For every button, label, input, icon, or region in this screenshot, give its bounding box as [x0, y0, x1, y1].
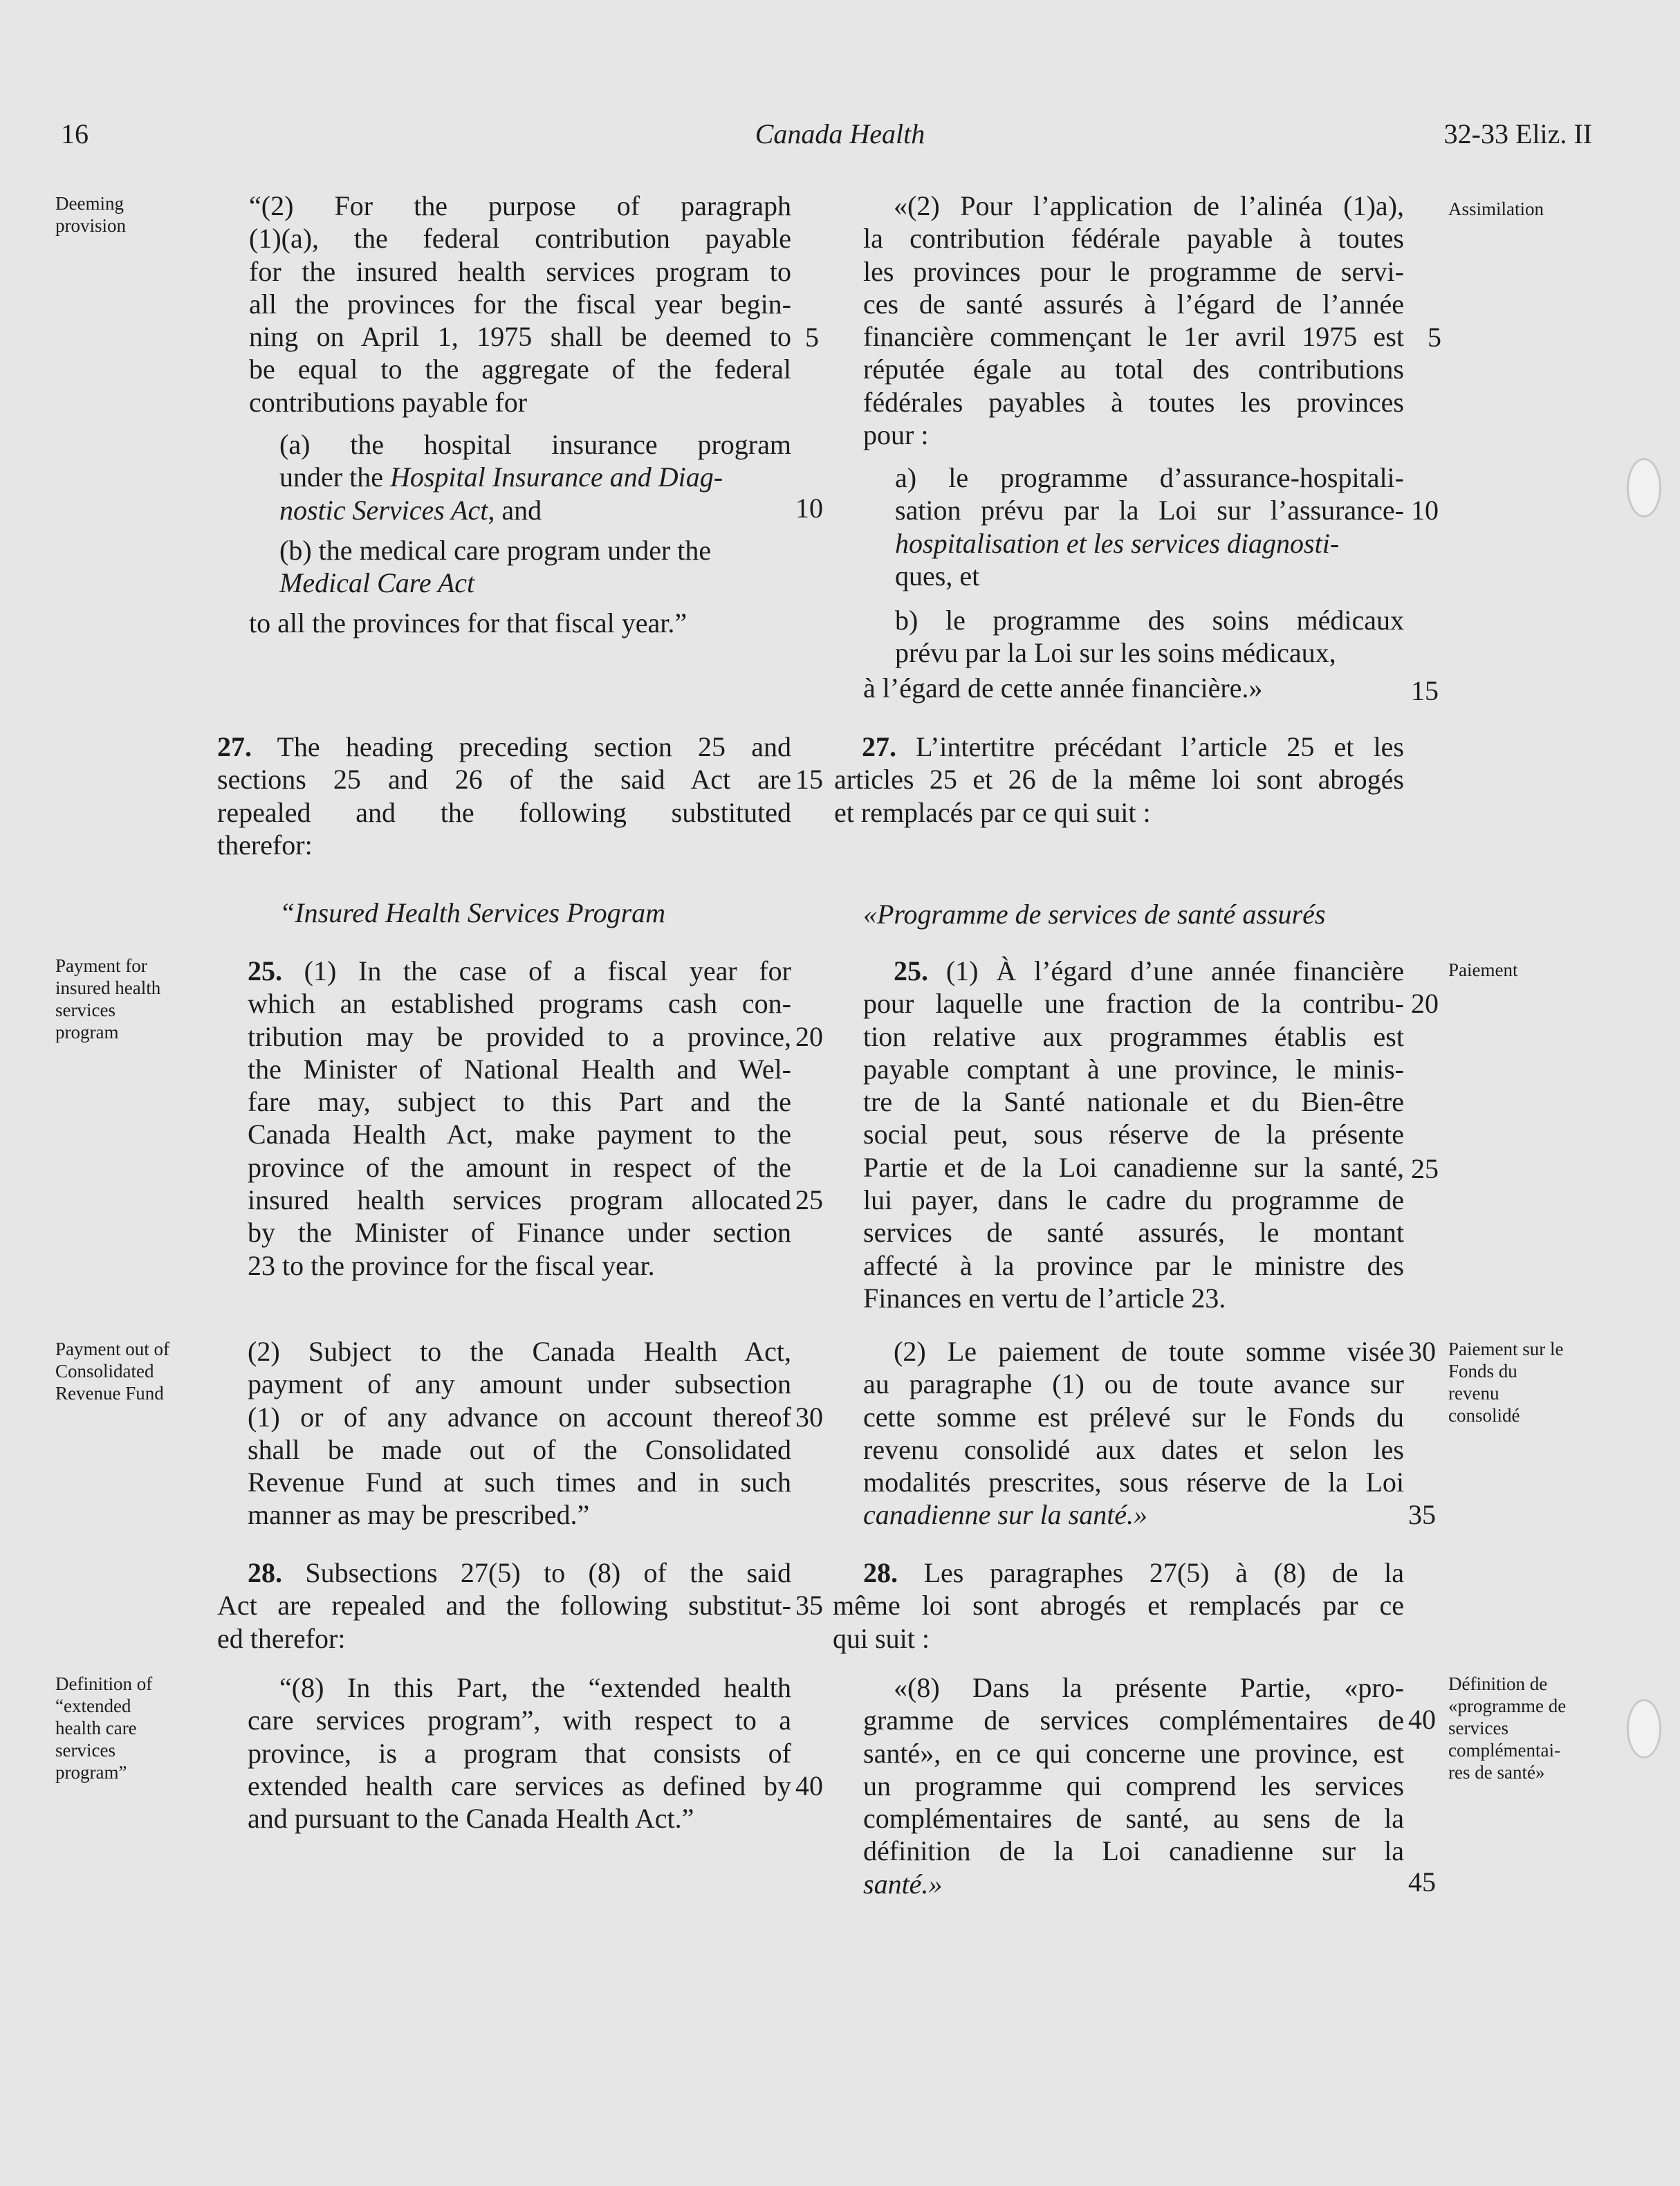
note-line: complémentai- [1448, 1740, 1560, 1761]
text-line: santé.» [863, 1868, 943, 1900]
text-line: the Minister of National Health and Wel- [248, 1053, 791, 1085]
note-line: Revenue Fund [55, 1383, 164, 1404]
note-line: Deeming [55, 193, 124, 214]
text-line: Partie et de la Loi canadienne sur la santé, [863, 1151, 1404, 1183]
act-name: hospitalisation et les services diagnosti- [895, 527, 1340, 559]
text-line: cette somme est prélevé sur le Fonds du [863, 1401, 1404, 1433]
line-number: 20 [1411, 988, 1439, 1019]
text-line: ning on April 1, 1975 shall be deemed to [249, 321, 791, 353]
en-section-25 [248, 955, 791, 1282]
en-subsection-25-2 [248, 1335, 791, 1532]
text-line: (b) the medical care program under the [279, 535, 712, 566]
text-run: , and [488, 494, 542, 526]
text-line: (1) or of any advance on account thereof [248, 1401, 791, 1433]
note-line: Définition de [1448, 1673, 1548, 1694]
fr-section-25 [863, 955, 1404, 1314]
note-line: Definition of [55, 1673, 153, 1694]
text-line: social peut, sous réserve de la présente [863, 1119, 1404, 1150]
text-line: «(2) Pour l’application de l’alinéa (1)a), [894, 190, 1404, 221]
line-number: 10 [795, 493, 823, 524]
margin-note-deeming [55, 192, 201, 237]
note-line: Assimilation [1448, 199, 1544, 219]
text-line: and pursuant to the Canada Health Act.” [248, 1803, 694, 1835]
text-line: province, is a program that consists of [248, 1737, 791, 1769]
note-line: Payment for [55, 955, 147, 976]
note-line: consolidé [1448, 1405, 1520, 1426]
page-title: Canada Health [755, 118, 925, 149]
text-line: sections 25 and 26 of the said Act are [217, 764, 791, 796]
text-line: fédérales payables à toutes les provinces [863, 386, 1404, 418]
section-heading: “Insured Health Services Program [279, 897, 666, 928]
section-number: 27. [862, 731, 896, 762]
line-number: 15 [1411, 675, 1439, 706]
fr-subsection-8 [863, 1671, 1404, 1900]
line-number: 10 [1411, 495, 1439, 526]
text-line: la contribution fédérale payable à toutes [863, 223, 1404, 255]
text-line: services de santé assurés, le montant [863, 1217, 1404, 1249]
section-number: 28. [248, 1557, 282, 1588]
text-line: canadienne sur la santé.» [863, 1499, 1148, 1531]
text-run: L’intertitre précédant l’article 25 et les [896, 731, 1404, 762]
margin-note-payment [55, 955, 201, 1043]
act-name: nostic Services Act [279, 494, 488, 526]
text-line: “(2) For the purpose of paragraph [249, 190, 791, 221]
text-line: lui payer, dans le cadre du programme de [863, 1184, 1404, 1216]
text-line: Revenue Fund at such times and in such [248, 1467, 791, 1498]
line-number: 35 [1408, 1499, 1436, 1530]
note-line: Paiement [1448, 959, 1518, 980]
text-run: Subsections 27(5) to (8) of the said [282, 1557, 791, 1588]
fr-paragraph-a [895, 461, 1404, 592]
text-run: (1) À l’égard d’une année financière [928, 955, 1404, 986]
fr-paragraph-b [895, 604, 1404, 670]
text-line: ces de santé assurés à l’égard de l’année [863, 288, 1404, 320]
text-line: modalités prescrites, sous réserve de la Loi [863, 1467, 1404, 1498]
text-line: santé», en ce qui concerne une province, est [863, 1737, 1404, 1769]
section-heading: «Programme de services de santé assurés [863, 899, 1326, 930]
text-line: tribution may be provided to a province, [248, 1020, 791, 1052]
text-line: extended health care services as defined by [248, 1770, 791, 1801]
note-line: Paiement sur le [1448, 1339, 1564, 1359]
text-line: qui suit : [833, 1622, 930, 1654]
fr-subsection-25-2 [863, 1335, 1404, 1532]
text-line: 23 to the province for the fiscal year. [248, 1249, 655, 1281]
fr-subsection-2 [863, 190, 1404, 451]
text-line: prévu par la Loi sur les soins médicaux, [895, 637, 1336, 669]
text-line: insured health services program allocated [248, 1184, 791, 1216]
margin-note-payment-out [55, 1338, 201, 1404]
text-line: (1)(a), the federal contribution payable [249, 223, 791, 255]
note-line: program [55, 1022, 119, 1043]
line-number: 40 [1408, 1704, 1436, 1735]
text-line: for the insured health services program to [249, 255, 791, 287]
act-name: Medical Care Act [279, 567, 475, 599]
binder-hole [1627, 458, 1661, 517]
fr-closing [863, 672, 1404, 704]
line-number: 45 [1408, 1866, 1436, 1898]
text-line: Canada Health Act, make payment to the [248, 1119, 791, 1150]
text-line: (2) Subject to the Canada Health Act, [248, 1336, 791, 1367]
en-paragraph-b [279, 534, 791, 600]
en-section-27 [217, 731, 791, 861]
text-line: tion relative aux programmes établis est [863, 1020, 1404, 1052]
text-line: which an established programs cash con- [248, 988, 791, 1020]
en-subsection-2 [249, 190, 791, 419]
text-line: revenu consolidé aux dates et selon les [863, 1433, 1404, 1465]
margin-note-definition [55, 1673, 201, 1783]
line-number: 35 [795, 1590, 823, 1621]
note-line: services [1448, 1718, 1508, 1738]
fr-heading [863, 898, 1404, 930]
line-number: 20 [795, 1021, 823, 1052]
text-line: gramme de services complémentaires de [863, 1705, 1404, 1736]
text-line: complémentaires de santé, au sens de la [863, 1803, 1404, 1835]
text-line: fare may, subject to this Part and the [248, 1086, 791, 1118]
text-line: repealed and the following substituted [217, 796, 791, 828]
line-number: 30 [1408, 1336, 1436, 1367]
binder-hole [1627, 1699, 1661, 1758]
note-line: provision [55, 215, 127, 236]
note-line: res de santé» [1448, 1762, 1545, 1783]
regnal-year: 32-33 Eliz. II [1443, 118, 1592, 149]
text-line: ques, et [895, 560, 980, 591]
text-line: articles 25 et 26 de la même loi sont abrogés [834, 764, 1404, 796]
line-number: 25 [1411, 1153, 1439, 1184]
text-line: therefor: [217, 829, 313, 861]
line-number: 40 [795, 1770, 823, 1801]
text-line: Finances en vertu de l’article 23. [863, 1282, 1226, 1314]
text-line: b) le programme des soins médicaux [895, 605, 1404, 636]
page-number: 16 [61, 118, 89, 149]
line-number: 5 [1428, 322, 1441, 353]
margin-note-paiement-fonds [1448, 1338, 1594, 1426]
text-line: «(8) Dans la présente Partie, «pro- [894, 1672, 1404, 1703]
text-line: au paragraphe (1) ou de toute avance sur [863, 1368, 1404, 1400]
en-heading [279, 897, 791, 929]
text-line: pour : [863, 419, 929, 451]
text-line: care services program”, with respect to a [248, 1705, 791, 1736]
text-run: The heading preceding section 25 and [252, 731, 791, 762]
note-line: Payment out of [55, 1339, 169, 1359]
note-line: revenu [1448, 1383, 1499, 1404]
text-line: les provinces pour le programme de servi- [863, 255, 1404, 287]
text-line: tre de la Santé nationale et du Bien-être [863, 1086, 1404, 1118]
note-line: services [55, 1000, 116, 1020]
en-subsection-8 [248, 1671, 791, 1835]
line-number: 15 [795, 764, 823, 795]
note-line: Fonds du [1448, 1361, 1517, 1381]
note-line: insured health [55, 977, 161, 998]
margin-note-paiement [1448, 959, 1594, 981]
text-line: ed therefor: [217, 1622, 346, 1654]
text-line: (2) Le paiement de toute somme visée [894, 1336, 1404, 1367]
text-run: (1) In the case of a fiscal year for [282, 955, 791, 986]
note-line: health care [55, 1718, 137, 1738]
section-number: 27. [217, 731, 252, 762]
text-line: Act are repealed and the following substitut- [217, 1590, 791, 1622]
text-line: manner as may be prescribed.” [248, 1499, 590, 1531]
margin-note-definition-fr [1448, 1673, 1594, 1783]
text-line: financière commençant le 1er avril 1975 est [863, 321, 1404, 353]
text-line: et remplacés par ce qui suit : [834, 796, 1151, 828]
line-number: 25 [795, 1184, 823, 1215]
fr-section-28 [833, 1556, 1404, 1655]
fr-section-27 [834, 731, 1404, 829]
text-line: contributions payable for [249, 386, 528, 418]
note-line: program” [55, 1762, 127, 1783]
text-line: payable comptant à une province, le minis- [863, 1053, 1404, 1085]
text-line: affecté à la province par le ministre des [863, 1249, 1404, 1281]
en-closing [249, 607, 791, 639]
text-line: by the Minister of Finance under section [248, 1217, 791, 1249]
line-number: 5 [805, 322, 819, 353]
text-line: to all the provinces for that fiscal year.” [249, 607, 687, 639]
text-run: Les paragraphes 27(5) à (8) de la [898, 1557, 1404, 1588]
text-line: “(8) In this Part, the “extended health [279, 1672, 791, 1703]
text-line: à l’égard de cette année financière.» [863, 672, 1263, 704]
text-line: (a) the hospital insurance program [279, 429, 791, 460]
note-line: Consolidated [55, 1361, 154, 1381]
text-run: under the [279, 461, 390, 493]
margin-note-assimilation [1448, 198, 1594, 220]
note-line: «programme de [1448, 1696, 1567, 1716]
text-line: a) le programme d’assurance-hospitali- [895, 462, 1404, 493]
text-line: sation prévu par la Loi sur l’assurance- [895, 495, 1404, 526]
text-line: définition de la Loi canadienne sur la [863, 1835, 1404, 1867]
section-number: 25. [248, 955, 282, 986]
line-number: 30 [795, 1402, 823, 1433]
en-paragraph-a [279, 428, 791, 526]
section-number: 28. [863, 1557, 898, 1588]
text-line: pour laquelle une fraction de la contribu- [863, 988, 1404, 1020]
act-name: Hospital Insurance and Diag- [389, 461, 723, 493]
text-line: même loi sont abrogés et remplacés par ce [833, 1590, 1404, 1622]
text-line: be equal to the aggregate of the federal [249, 353, 791, 385]
note-line: “extended [55, 1696, 131, 1716]
text-line: all the provinces for the fiscal year begin- [249, 288, 791, 320]
text-line: un programme qui comprend les services [863, 1770, 1404, 1801]
text-line: province of the amount in respect of the [248, 1151, 791, 1183]
text-line: réputée égale au total des contributions [863, 353, 1404, 385]
section-number: 25. [894, 955, 928, 986]
text-line: shall be made out of the Consolidated [248, 1433, 791, 1465]
en-section-28 [217, 1556, 791, 1655]
text-line: payment of any amount under subsection [248, 1368, 791, 1400]
note-line: services [55, 1740, 116, 1761]
